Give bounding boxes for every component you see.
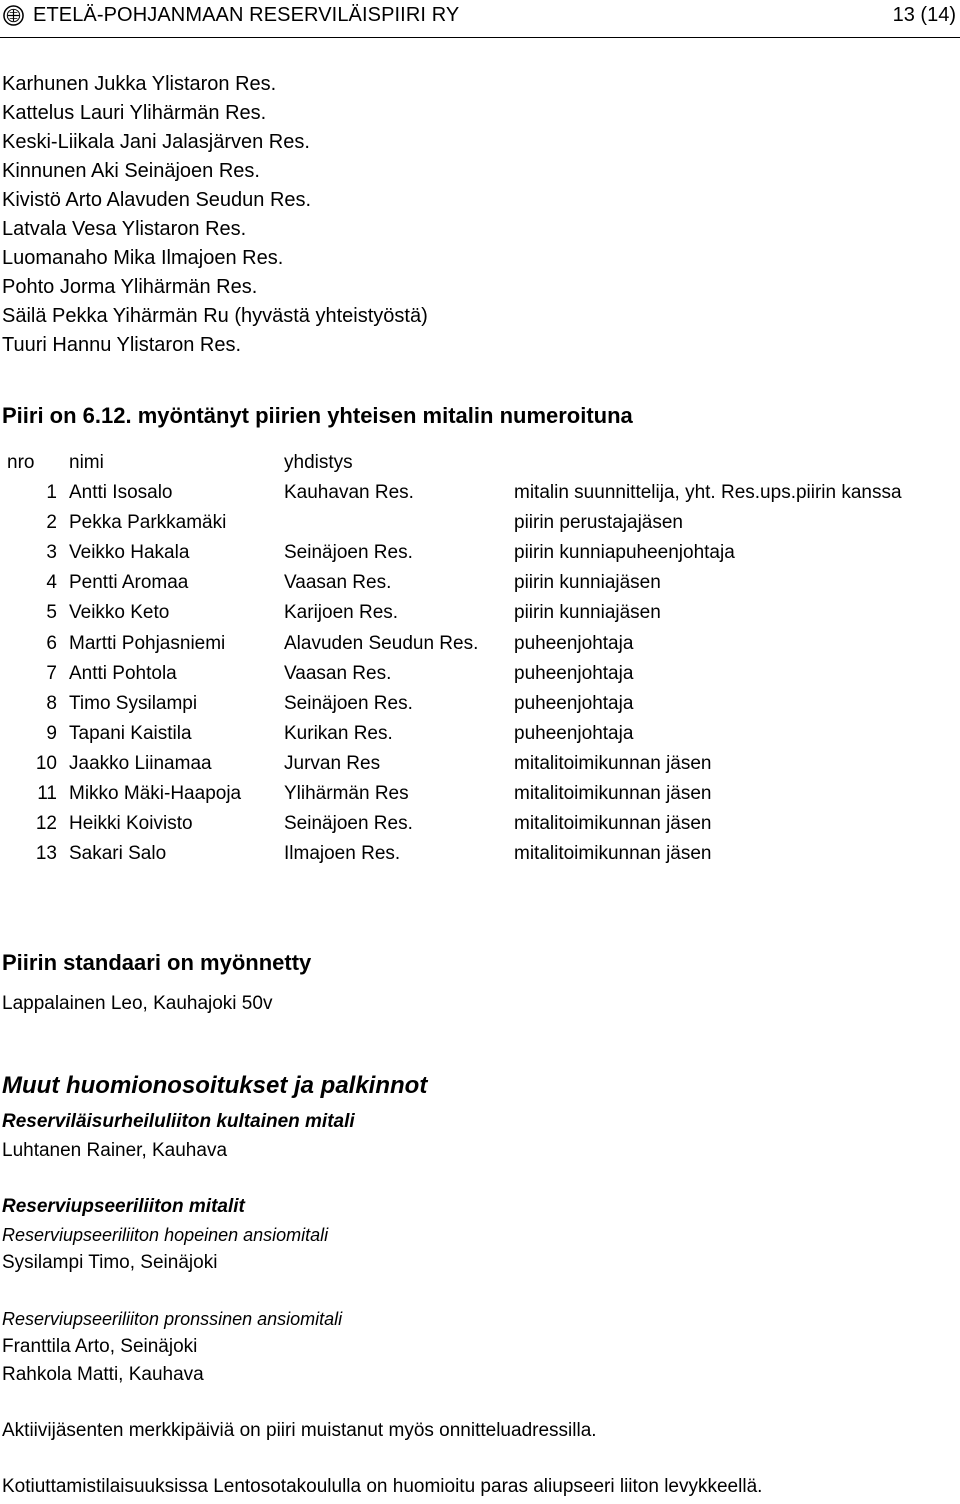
row-club: Alavuden Seudun Res. — [284, 632, 479, 654]
column-header-club: yhdistys — [284, 452, 353, 473]
row-number: 5 — [46, 602, 57, 624]
table-row — [0, 508, 960, 538]
list-item: Karhunen Jukka Ylistaron Res. — [2, 73, 277, 95]
row-club: Vaasan Res. — [284, 662, 392, 684]
row-club: Seinäjoen Res. — [284, 692, 413, 714]
row-name: Jaakko Liinamaa — [69, 752, 212, 774]
row-role: mitalitoimikunnan jäsen — [514, 813, 712, 835]
row-club: Jurvan Res — [284, 752, 381, 774]
column-header-name: nimi — [69, 452, 104, 473]
row-role: puheenjohtaja — [514, 662, 634, 684]
list-item: Tuuri Hannu Ylistaron Res. — [2, 334, 242, 356]
row-club: Ilmajoen Res. — [284, 843, 401, 865]
bronze-medal-heading: Reserviupseeriliiton pronssinen ansiomitali — [2, 1309, 343, 1329]
officer-medals-heading: Reserviupseeriliiton mitalit — [2, 1196, 245, 1217]
row-club: Vaasan Res. — [284, 572, 392, 594]
table-row — [0, 478, 960, 508]
row-number: 7 — [46, 662, 57, 684]
row-name: Antti Pohtola — [69, 662, 177, 684]
recipient-list — [2, 70, 428, 360]
bronze-medal-recipient: Franttila Arto, Seinäjoki — [2, 1336, 198, 1357]
table-row — [0, 538, 960, 568]
row-role: piirin perustajajäsen — [514, 512, 683, 534]
table-row — [0, 839, 960, 869]
row-role: piirin kunniapuheenjohtaja — [514, 542, 735, 564]
standard-recipient: Lappalainen Leo, Kauhajoki 50v — [2, 993, 273, 1014]
other-awards-title: Muut huomionosoitukset ja palkinnot — [2, 1072, 428, 1099]
row-role: mitalin suunnittelija, yht. Res.ups.piirin kanssa — [514, 482, 902, 504]
silver-medal-heading: Reserviupseeriliiton hopeinen ansiomitali — [2, 1225, 329, 1245]
row-number: 10 — [35, 752, 57, 774]
header-divider — [0, 37, 960, 38]
row-name: Veikko Keto — [69, 602, 170, 624]
row-role: mitalitoimikunnan jäsen — [514, 783, 712, 805]
row-name: Timo Sysilampi — [69, 692, 198, 714]
row-name: Mikko Mäki-Haapoja — [69, 783, 242, 805]
table-row — [0, 659, 960, 689]
row-role: mitalitoimikunnan jäsen — [514, 752, 712, 774]
row-role: puheenjohtaja — [514, 692, 634, 714]
silver-medal-recipient: Sysilampi Timo, Seinäjoki — [2, 1252, 218, 1273]
row-name: Martti Pohjasniemi — [69, 632, 226, 654]
row-role: piirin kunniajäsen — [514, 602, 661, 624]
row-role: mitalitoimikunnan jäsen — [514, 843, 712, 865]
list-item: Pohto Jorma Ylihärmän Res. — [2, 276, 258, 298]
row-role: piirin kunniajäsen — [514, 572, 661, 594]
table-row — [0, 689, 960, 719]
bronze-medal-recipient: Rahkola Matti, Kauhava — [2, 1364, 204, 1385]
list-item: Kattelus Lauri Ylihärmän Res. — [2, 102, 267, 124]
row-number: 11 — [37, 783, 57, 805]
list-item: Kivistö Arto Alavuden Seudun Res. — [2, 189, 312, 211]
table-row — [0, 779, 960, 809]
page-header — [0, 0, 960, 36]
row-club: Kurikan Res. — [284, 722, 393, 744]
row-club: Seinäjoen Res. — [284, 542, 413, 564]
page-number: 13 (14) — [892, 4, 956, 26]
row-name: Antti Isosalo — [69, 482, 173, 504]
table-row — [0, 629, 960, 659]
row-club: Seinäjoen Res. — [284, 813, 413, 835]
medal-section-title: Piiri on 6.12. myöntänyt piirien yhteisen mitalin numeroituna — [2, 403, 633, 428]
org-name: ETELÄ-POHJANMAAN RESERVILÄISPIIRI RY — [33, 4, 460, 26]
row-number: 12 — [35, 813, 57, 835]
row-number: 6 — [46, 632, 57, 654]
row-number: 1 — [46, 482, 57, 504]
row-number: 13 — [35, 843, 57, 865]
row-number: 8 — [46, 692, 57, 714]
standard-title: Piirin standaari on myönnetty — [2, 950, 312, 975]
column-header-nr: nro — [7, 452, 35, 473]
row-club: Karijoen Res. — [284, 602, 399, 624]
row-number: 4 — [46, 572, 57, 594]
table-header-row — [0, 448, 960, 478]
row-role: puheenjohtaja — [514, 722, 634, 744]
row-name: Sakari Salo — [69, 843, 167, 865]
list-item: Luomanaho Mika Ilmajoen Res. — [2, 247, 284, 269]
active-members-note: Aktiivijäsenten merkkipäiviä on piiri muistanut myös onnitteluadressilla. — [2, 1420, 597, 1441]
list-item: Säilä Pekka Yihärmän Ru (hyvästä yhteistyöstä) — [2, 305, 428, 327]
table-row — [0, 809, 960, 839]
row-name: Tapani Kaistila — [69, 722, 192, 744]
list-item: Keski-Liikala Jani Jalasjärven Res. — [2, 131, 310, 153]
row-name: Pentti Aromaa — [69, 572, 189, 594]
sports-medal-recipient: Luhtanen Rainer, Kauhava — [2, 1140, 228, 1161]
list-item: Latvala Vesa Ylistaron Res. — [2, 218, 247, 240]
medal-table — [0, 448, 960, 869]
row-club: Ylihärmän Res — [284, 783, 409, 805]
table-row — [0, 598, 960, 628]
row-number: 2 — [46, 512, 57, 534]
table-row — [0, 719, 960, 749]
row-name: Heikki Koivisto — [69, 813, 193, 835]
row-number: 9 — [46, 722, 57, 744]
flight-school-note: Kotiuttamistilaisuuksissa Lentosotakoululla on huomioitu paras aliupseeri liiton levykkeellä. — [2, 1476, 763, 1497]
row-name: Pekka Parkkamäki — [69, 512, 227, 534]
sports-medal-heading: Reserviläisurheiluliiton kultainen mitali — [2, 1111, 355, 1132]
row-role: puheenjohtaja — [514, 632, 634, 654]
table-row — [0, 749, 960, 779]
row-number: 3 — [46, 542, 57, 564]
list-item: Kinnunen Aki Seinäjoen Res. — [2, 160, 260, 182]
org-emblem-icon — [3, 5, 24, 26]
row-name: Veikko Hakala — [69, 542, 190, 564]
row-club: Kauhavan Res. — [284, 482, 414, 504]
table-row — [0, 568, 960, 598]
